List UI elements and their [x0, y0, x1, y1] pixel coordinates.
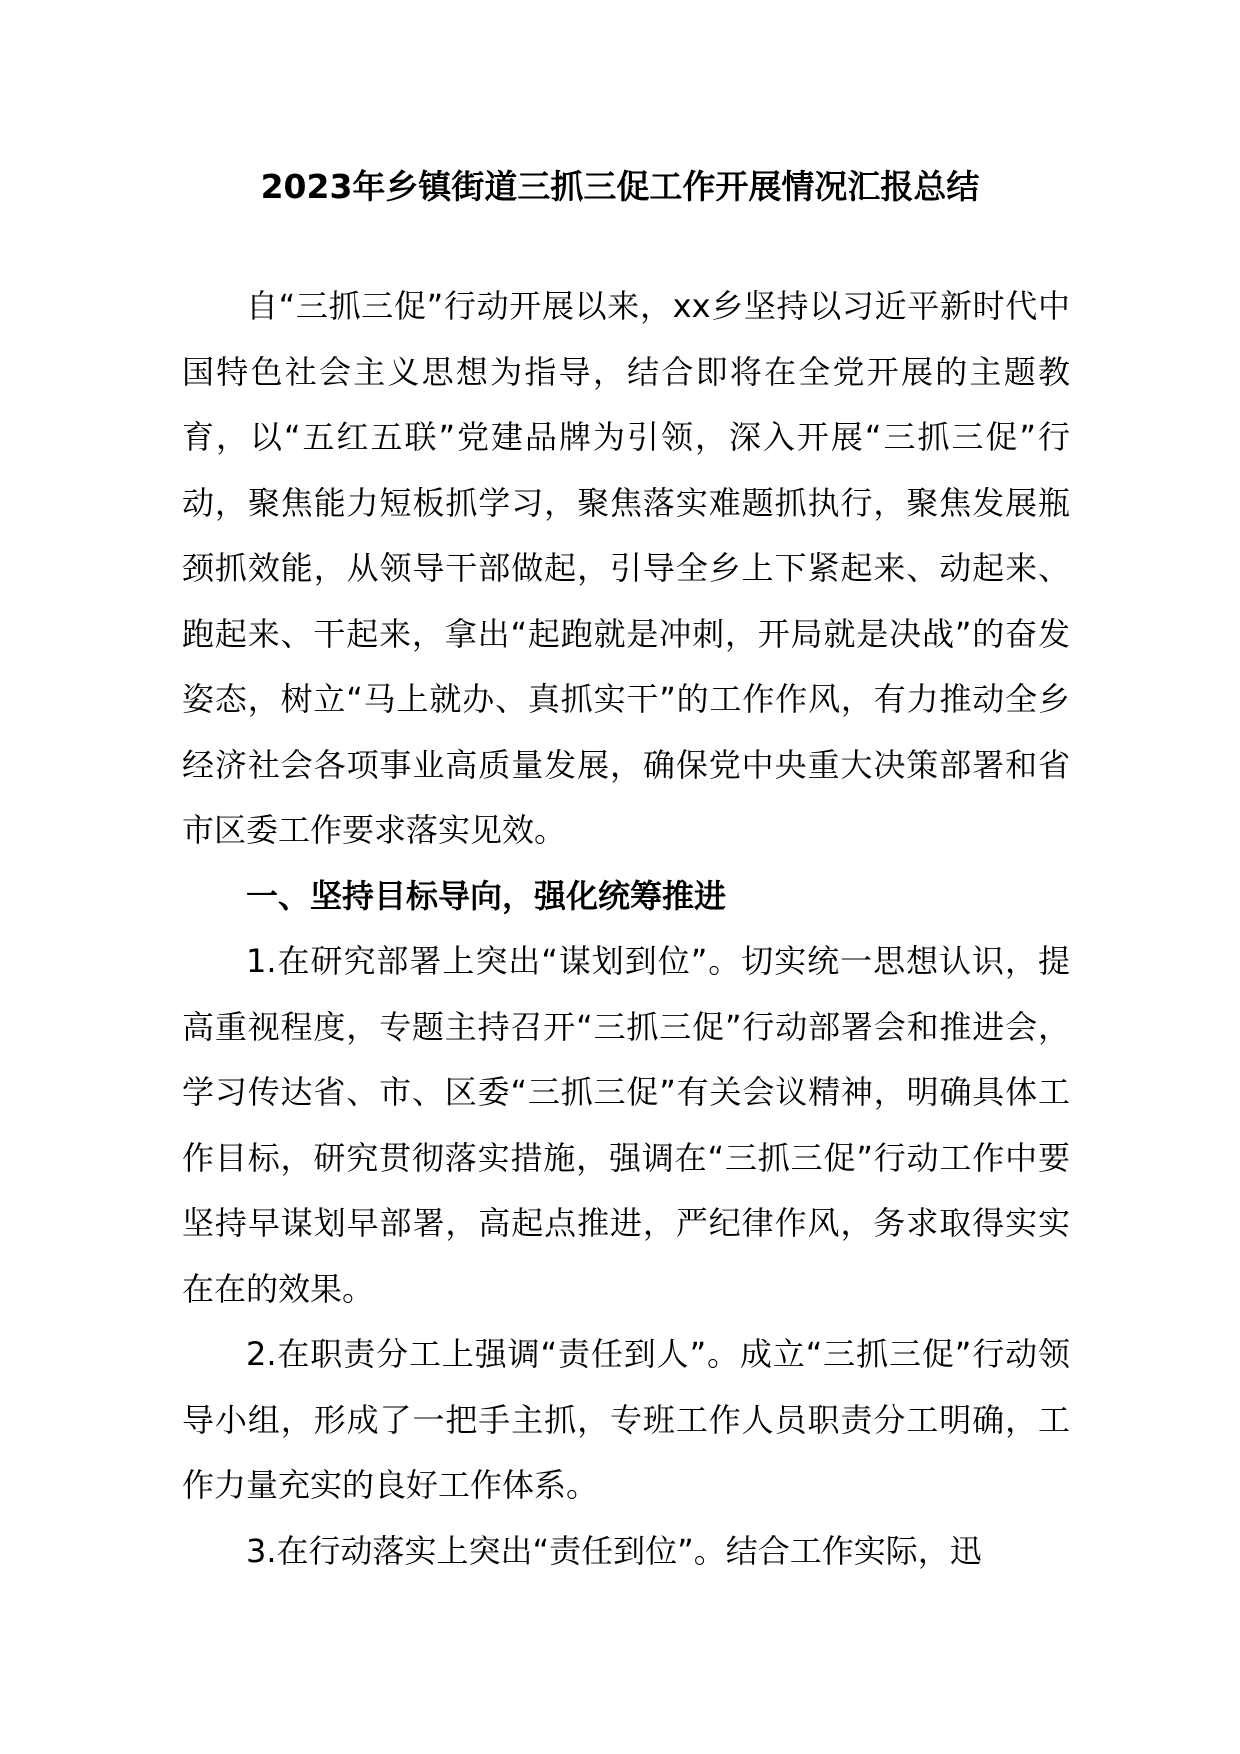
- intro-paragraph: 自“三抓三促”行动开展以来，xx乡坚持以习近平新时代中国特色社会主义思想为指导，结合即将在全党开展的主题教育，以“五红五联”党建品牌为引领，深入开展“三抓三促”行动，聚焦能力短板抓学习，聚焦落实难题抓执行，聚焦发展瓶颈抓效能，从领导干部做起，引导全乡上下紧起来、动起来、跑起来、干起来，拿出“起跑就是冲刺，开局就是决战”的奋发姿态，树立“马上就办、真抓实干”的工作作风，有力推动全乡经济社会各项事业高质量发展，确保党中央重大决策部署和省市区委工作要求落实见效。: [182, 287, 1070, 849]
- document-title: 2023年乡镇街道三抓三促工作开展情况汇报总结: [260, 167, 980, 206]
- section-1-item-3: 3.在行动落实上突出“责任到位”。结合工作实际，迅: [246, 1531, 982, 1570]
- section-1-item-2: 2.在职责分工上强调“责任到人”。成立“三抓三促”行动领导小组，形成了一把手主抓，专班工作人员职责分工明确，工作力量充实的良好工作体系。: [182, 1335, 1070, 1504]
- section-heading-1: 一、坚持目标导向，强化统筹推进: [246, 876, 727, 915]
- section-1-item-1: 1.在研究部署上突出“谋划到位”。切实统一思想认识，提高重视程度，专题主持召开“三抓三促”行动部署会和推进会，学习传达省、市、区委“三抓三促”有关会议精神，明确具体工作目标，研究贯彻落实措施，强调在“三抓三促”行动工作中要坚持早谋划早部署，高起点推进，严纪律作风，务求取得实实在在的效果。: [182, 942, 1070, 1308]
- document-body: [182, 274, 1070, 1584]
